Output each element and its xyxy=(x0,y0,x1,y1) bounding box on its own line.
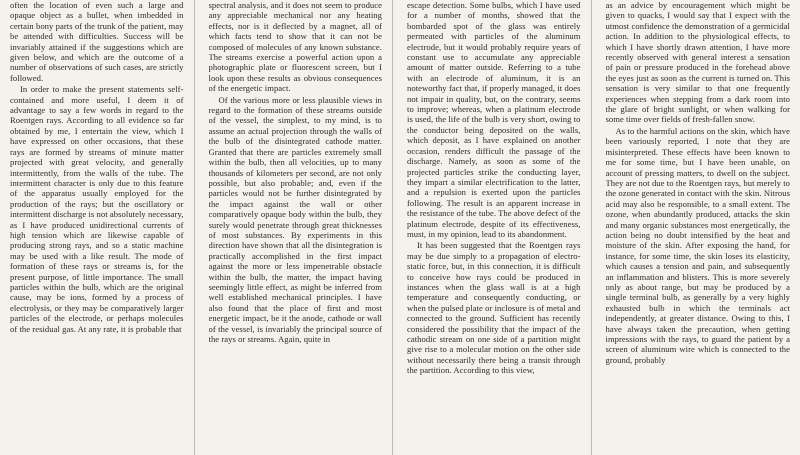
paragraph: often the location of even such a large and opaque object as a bullet, when imbedded in certain bony parts of the trunk of the patient, may be attended with difficulties. Success will be invariably attained if the suggestions which are given below, and which are the outcome of a number of observations of such cases, are strictly followed. xyxy=(10,0,184,83)
text-column-2 xyxy=(209,0,394,455)
text-column-1 xyxy=(10,0,195,455)
text-column-3 xyxy=(407,0,592,455)
paragraph: It has been suggested that the Roentgen rays may be due simply to a propagation of electro-static force, but, in this connection, it is difficult to conceive how rays could be produced in instances when the glass wall is at a high temperature and consequently conducting, or when the pulsed plate or inclosure is of metal and connected to the ground. Sufficient has recently considered the possibility that the impact of the cathodic stream on one side of a partition might give rise to a molecular motion on the other side without necessarily there being a transit through the partition. According to this view, xyxy=(407,240,581,376)
text-column-4 xyxy=(606,0,791,455)
paragraph: spectral analysis, and it does not seem to produce any appreciable mechanical nor any heating effects, nor is it deflected by a magnet, all of which facts tend to show that it can not be composed of molecules of any known substance. The streams exercise a powerful action upon a photographic plate or fluorescent screen, but I look upon these results as obvious consequences of the energetic impact. xyxy=(208,0,382,94)
paragraph: Of the various more or less plausible views in regard to the formation of these streams outside of the vessel, the simplest, to my mind, is to assume an actual projection through the walls of the bulb of the disintegrated cathode matter. Granted that there are particles extremely small within the bulb, then all velocities, up to many thousands of kilometers per second, are not only possible, but also probable; and, even if the particles would not be further disintegrated by the impact against the wall or other comparatively opaque body within the bulb, they surely would penetrate through great thicknesses of most substances. By experiments in this direction have shown that all the disintegration is practically accomplished in the first impact against the more or less impenetrable obstacle within the bulb, the matter, the impact having seemingly little effect, as might be inferred from well established mechanical principles. I have also found that the place of first and most energetic impact, be it the anode, cathode or wall of the vessel, is invariably the principal source of the rays or streams. Again, quite in xyxy=(208,94,382,344)
paragraph: escape detection. Some bulbs, which I have used for a number of months, showed that the bombarded spot of the glass was entirely permeated with particles of the aluminum electrode, but it would probably require years of constant use to accumulate any appreciable amount of matter outside. Referring to a tube with an electrode of aluminum, it is an noteworthy fact that, if properly managed, it does not impair in quality, but, on the contrary, seems to improve; whereas, when a platinum electrode is used, the life of the bulb is very short, owing to the conductor being deposited on the walls, which deposit, as I have explained on another occasion, renders difficult the passage of the discharge. Namely, as soon as some of the projected particles strike the conducting layer, they impart a similar electrification to the latter, and a repulsion is exerted upon the particles following. The result is an apparent increase in the resistance of the tube. The above defect of the platinum electrode, despite of its effectiveness, must, in my opinion, lead to its abandonment. xyxy=(407,0,581,239)
paragraph: as an advice by encouragement which might be given to quacks, I would say that I expect with the utmost confidence the demonstration of a germicidal action. In addition to the physiological effects, to which I have shortly drawn attention, I have more recently observed with general interest a sensation of pain or pressure produced in the forehead above the eyes just as soon as the current is turned on. This sensation is very similar to that one frequently experiences when stepping from a dark room into the glare of bright sunlight, or when walking for some time over fields of fresh-fallen snow. xyxy=(605,0,790,125)
paragraph: As to the harmful actions on the skin, which have been variously reported, I note that they are misinterpreted. These effects have been known to me for some time, but I have been unable, on account of pressing matters, to dwell on the subject. They are not due to the Roentgen rays, but merely to the ozone generated in contact with the skin. Nitrous acid may also be responsible, to a small extent. The ozone, when abundantly produced, attacks the skin and many organic substances most energetically, the action being no doubt intensified by the heat and moisture of the skin. After exposing the hand, for instance, for some time, the skin loses its elasticity, which causes a tension and pain, and subsequently an inflammation and blisters. This is more severely only as about range, but may be produced by a single terminal bulb, as generally by a very highly exhausted bulb in which the terminals act independently, at greater distance. Owing to this, I have always taken the precaution, when getting impressions with the rays, to guard the patient by a screen of aluminum wire which is connected to the ground, probably xyxy=(605,125,790,365)
paragraph: In order to make the present statements self-contained and more useful, I deem it of advantage to say a few words in regard to the Roentgen rays. According to all evidence so far obtained by me, I entertain the view, which I have expressed on other occasions, that these rays are formed by streams of minute matter projected with great velocity, and generally intermittently, from the walls of the tube. The intermittent character is only due to this feature of the apparatus usually employed for the production of the rays; but the oscillatory or intermittent discharge is not absolutely necessary, as I have produced unidirectional currents of high tension which are likewise capable of producing strong rays, and so a static machine may be used with a like result. The mode of formation of these rays or streams is, for the present purpose, of little importance. The small particles within the bulb, which are the original cause, may be ions, formed by a process of electrolysis, or they may be comparatively larger particles of the electrode, or perhaps molecules of the residual gas. At any rate, it is probable that xyxy=(10,84,184,334)
